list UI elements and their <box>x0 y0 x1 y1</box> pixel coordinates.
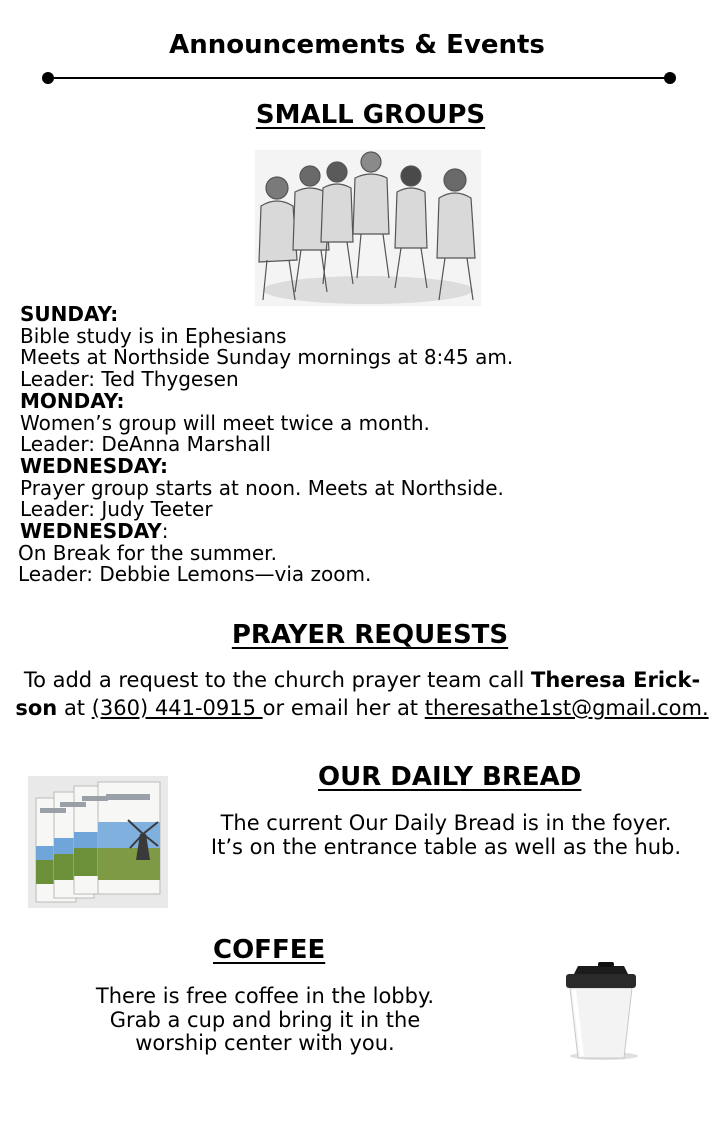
daily-bread-line: The current Our Daily Bread is in the foyer. <box>220 811 672 835</box>
coffee-heading: COFFEE <box>213 935 326 965</box>
schedule-day-monday: MONDAY: <box>20 388 125 413</box>
small-group-illustration <box>255 150 481 306</box>
daily-bread-text <box>200 811 692 859</box>
prayer-text: or email her at <box>262 696 425 720</box>
page-title: Announcements & Events <box>169 30 545 60</box>
contact-name: Theresa Erick- <box>531 668 701 692</box>
daily-bread-booklets-photo <box>28 776 168 908</box>
prayer-text: To add a request to the church prayer team call <box>23 668 532 692</box>
daily-bread-heading: OUR DAILY BREAD <box>318 762 582 792</box>
contact-name-end: son <box>15 696 58 720</box>
schedule-leader: Leader: Debbie Lemons—via zoom. <box>18 562 372 587</box>
coffee-line: There is free coffee in the lobby. <box>95 984 435 1008</box>
coffee-text <box>60 985 470 1056</box>
coffee-cup-icon <box>560 962 642 1062</box>
coffee-line: worship center with you. <box>135 1031 395 1055</box>
daily-bread-line: It’s on the entrance table as well as the hub. <box>210 835 682 859</box>
small-groups-schedule <box>20 304 513 586</box>
coffee-line: Grab a cup and bring it in the <box>109 1007 421 1032</box>
prayer-line-1 <box>10 666 714 694</box>
schedule-leader: Leader: Judy Teeter <box>20 497 213 522</box>
schedule-line: Women’s group will meet twice a month. <box>20 410 430 435</box>
schedule-line: On Break for the summer. <box>18 540 277 565</box>
schedule-day-wednesday-2 <box>20 521 513 543</box>
schedule-leader: Leader: DeAnna Marshall <box>20 432 271 457</box>
schedule-day-colon: : <box>161 519 169 544</box>
schedule-line: Meets at Northside Sunday mornings at 8:45 am. <box>20 345 514 370</box>
schedule-line: Prayer group starts at noon. Meets at Northside. <box>20 475 504 500</box>
divider-right-dot <box>664 72 676 84</box>
prayer-requests-text <box>10 666 714 722</box>
schedule-day-label: WEDNESDAY <box>20 519 162 544</box>
small-groups-heading: SMALL GROUPS <box>255 100 486 130</box>
schedule-day-sunday: SUNDAY: <box>20 302 119 326</box>
title-divider <box>48 77 670 79</box>
phone-link[interactable]: (360) 441-0915 <box>91 696 263 720</box>
prayer-text: at <box>57 696 92 720</box>
divider-left-dot <box>42 72 54 84</box>
email-link[interactable]: theresathe1st@gmail.com. <box>424 696 709 720</box>
prayer-line-2 <box>10 694 714 722</box>
schedule-line: Bible study is in Ephesians <box>20 323 287 348</box>
schedule-day-wednesday: WEDNESDAY: <box>20 453 169 478</box>
prayer-requests-heading: PRAYER REQUESTS <box>231 620 509 650</box>
schedule-leader: Leader: Ted Thygesen <box>20 367 239 392</box>
